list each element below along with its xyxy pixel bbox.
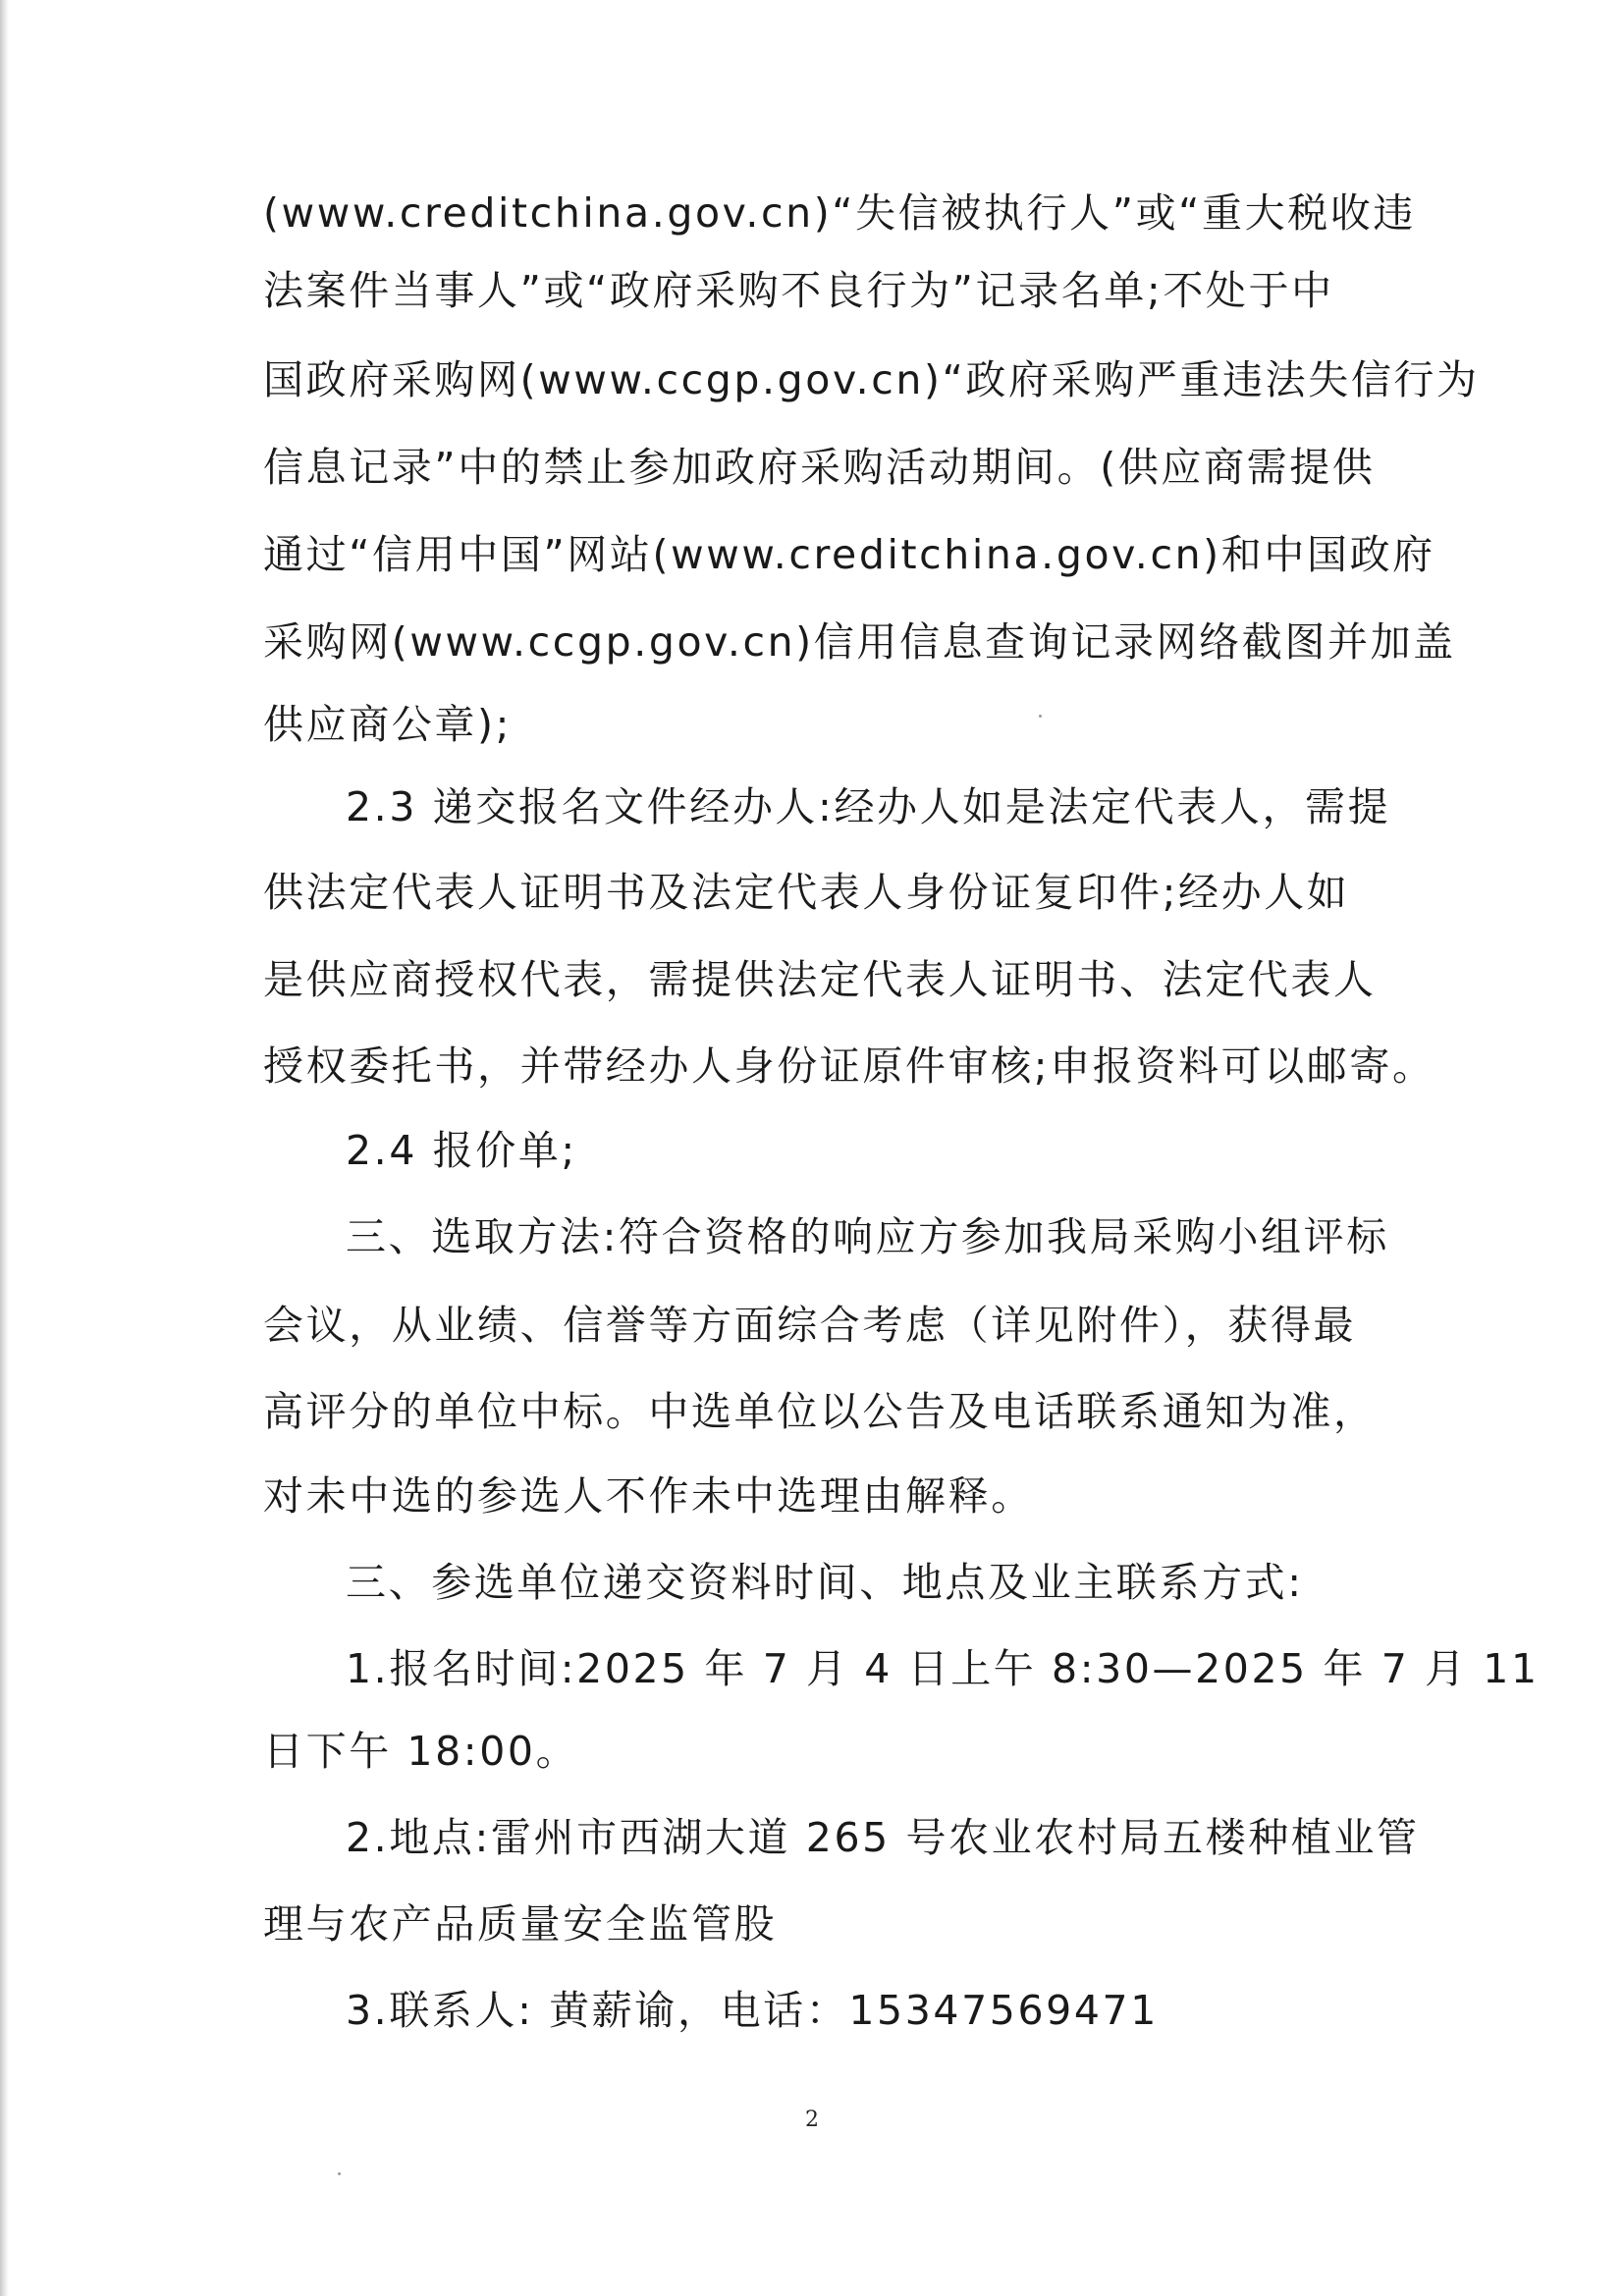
text-line-14: 会议，从业绩、信誉等方面综合考虑（详见附件），获得最 [263,1302,1357,1349]
text-line-13: 三、选取方法:符合资格的响应方参加我局采购小组评标 [346,1213,1389,1260]
text-line-15: 高评分的单位中标。中选单位以公告及电话联系通知为准， [263,1388,1377,1435]
scan-speck [1039,715,1042,718]
text-line-8: 2.3 递交报名文件经办人:经办人如是法定代表人，需提 [346,783,1391,830]
text-line-17: 三、参选单位递交资料时间、地点及业主联系方式: [346,1559,1304,1606]
text-line-16: 对未中选的参选人不作未中选理由解释。 [263,1472,1034,1520]
text-line-19: 日下午 18:00。 [263,1728,579,1775]
text-line-9: 供法定代表人证明书及法定代表人身份证复印件;经办人如 [263,869,1350,916]
text-line-21: 理与农产品质量安全监管股 [263,1900,778,1948]
text-line-7: 供应商公章); [263,701,513,748]
text-line-3: 国政府采购网(www.ccgp.gov.cn)“政府采购严重违法失信行为 [263,356,1480,403]
page-number: 2 [805,2108,819,2132]
text-line-2: 法案件当事人”或“政府采购不良行为”记录名单;不处于中 [263,267,1334,314]
text-line-4: 信息记录”中的禁止参加政府采购活动期间。(供应商需提供 [263,444,1376,491]
text-line-22: 3.联系人: 黄薪谕，电话：15347569471 [346,1987,1159,2034]
scan-speck [338,2172,341,2175]
text-line-12: 2.4 报价单; [346,1127,577,1174]
text-line-1: (www.creditchina.gov.cn)“失信被执行人”或“重大税收违 [263,189,1417,237]
text-line-18: 1.报名时间:2025 年 7 月 4 日上午 8:30—2025 年 7 月 11 [346,1645,1540,1692]
text-line-6: 采购网(www.ccgp.gov.cn)信用信息查询记录网络截图并加盖 [263,618,1456,666]
text-line-10: 是供应商授权代表，需提供法定代表人证明书、法定代表人 [263,956,1377,1003]
text-line-11: 授权委托书，并带经办人身份证原件审核;申报资料可以邮寄。 [263,1042,1435,1090]
text-line-5: 通过“信用中国”网站(www.creditchina.gov.cn)和中国政府 [263,531,1435,578]
text-line-20: 2.地点:雷州市西湖大道 265 号农业农村局五楼种植业管 [346,1814,1420,1861]
